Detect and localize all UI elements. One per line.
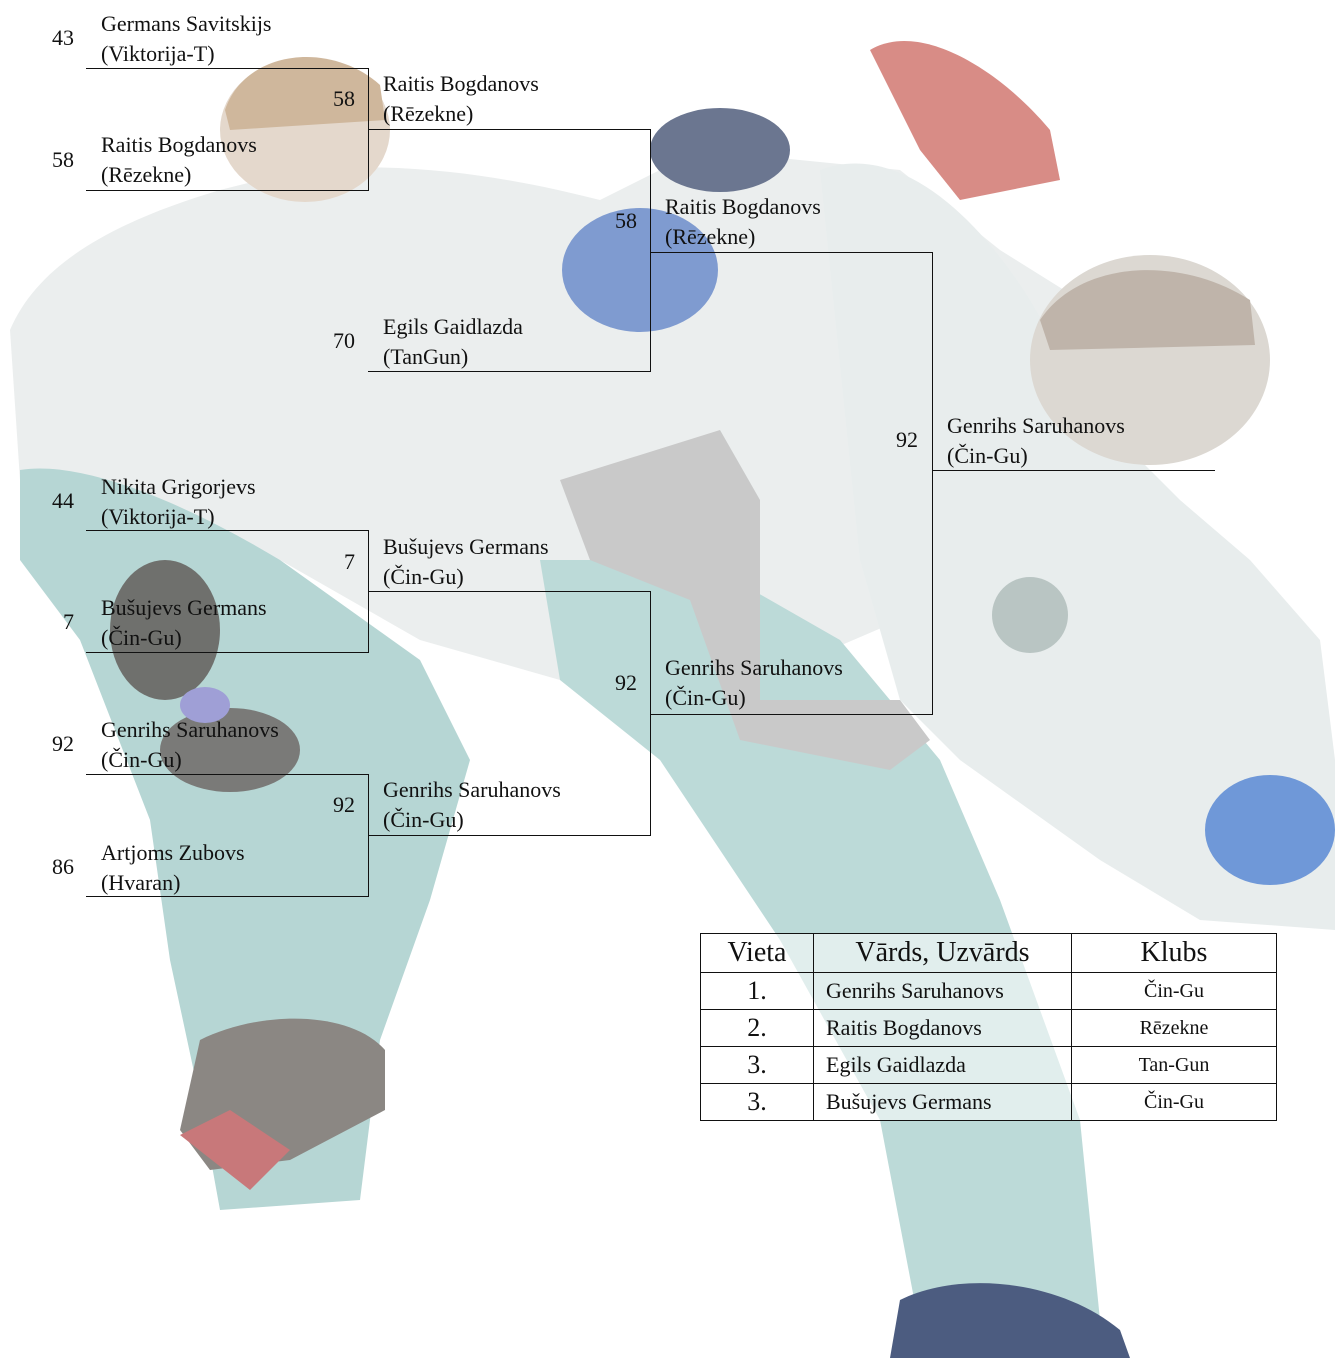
club-cell: Čin-Gu: [1072, 973, 1277, 1010]
seed-score: 92: [52, 731, 74, 756]
club-cell: Tan-Gun: [1072, 1047, 1277, 1084]
place-cell: 1.: [701, 973, 814, 1010]
competitor-club: (Čin-Gu): [665, 685, 746, 710]
competitor-club: (Čin-Gu): [101, 625, 182, 650]
table-row: [701, 1010, 1277, 1047]
bracket-line: [86, 896, 369, 897]
bracket-line: [86, 190, 369, 191]
seed-score: 44: [52, 488, 74, 513]
column-header-club: Klubs: [1072, 934, 1277, 973]
competitor-club: (TanGun): [383, 344, 469, 369]
competitor-club: (Rēzekne): [383, 101, 474, 126]
bracket-line: [86, 652, 369, 653]
column-header-place: Vieta: [701, 934, 814, 973]
results-table: [700, 933, 1277, 1121]
competitor-name: Genrihs Saruhanovs: [947, 413, 1125, 438]
competitor-club: (Čin-Gu): [383, 807, 464, 832]
club-cell: Čin-Gu: [1072, 1084, 1277, 1121]
competitor-name: Egils Gaidlazda: [383, 314, 523, 339]
place-cell: 2.: [701, 1010, 814, 1047]
seed-score: 7: [63, 609, 74, 634]
bracket-line: [86, 774, 369, 775]
bracket-line: [368, 129, 651, 130]
bracket-line: [932, 470, 1215, 471]
table-row: [701, 973, 1277, 1010]
bracket-line: [368, 591, 651, 592]
seed-score: 92: [896, 427, 918, 452]
competitor-name: Artjoms Zubovs: [101, 840, 245, 865]
competitor-club: (Rēzekne): [665, 224, 756, 249]
competitor-club: (Hvaran): [101, 870, 181, 895]
competitor-name: Bušujevs Germans: [101, 595, 267, 620]
seed-score: 58: [52, 147, 74, 172]
competitor-club: (Čin-Gu): [383, 564, 464, 589]
name-cell: Genrihs Saruhanovs: [814, 973, 1072, 1010]
name-cell: Bušujevs Germans: [814, 1084, 1072, 1121]
table-row: [701, 1047, 1277, 1084]
seed-score: 43: [52, 25, 74, 50]
competitor-name: Genrihs Saruhanovs: [101, 717, 279, 742]
club-cell: Rēzekne: [1072, 1010, 1277, 1047]
bracket-line: [650, 252, 933, 253]
bracket-line: [932, 252, 933, 714]
competitor-name: Genrihs Saruhanovs: [665, 655, 843, 680]
bracket-line: [86, 530, 369, 531]
name-cell: Raitis Bogdanovs: [814, 1010, 1072, 1047]
seed-score: 92: [333, 792, 355, 817]
competitor-name: Germans Savitskijs: [101, 11, 272, 36]
competitor-name: Raitis Bogdanovs: [101, 132, 257, 157]
seed-score: 70: [333, 328, 355, 353]
name-cell: Egils Gaidlazda: [814, 1047, 1072, 1084]
seed-score: 7: [344, 549, 355, 574]
bracket-line: [368, 835, 651, 836]
competitor-name: Bušujevs Germans: [383, 534, 549, 559]
competitor-club: (Viktorija-T): [101, 504, 215, 529]
bracket-line: [650, 129, 651, 371]
competitor-name: Nikita Grigorjevs: [101, 474, 256, 499]
bracket-line: [368, 371, 651, 372]
competitor-name: Raitis Bogdanovs: [383, 71, 539, 96]
competitor-club: (Čin-Gu): [947, 443, 1028, 468]
place-cell: 3.: [701, 1047, 814, 1084]
competitor-club: (Rēzekne): [101, 162, 192, 187]
bracket-line: [650, 714, 933, 715]
competitor-name: Raitis Bogdanovs: [665, 194, 821, 219]
competitor-name: Genrihs Saruhanovs: [383, 777, 561, 802]
column-header-name: Vārds, Uzvārds: [814, 934, 1072, 973]
seed-score: 92: [615, 670, 637, 695]
results-header-row: [701, 934, 1277, 973]
seed-score: 58: [615, 208, 637, 233]
bracket-line: [86, 68, 369, 69]
seed-score: 58: [333, 86, 355, 111]
competitor-club: (Čin-Gu): [101, 747, 182, 772]
table-row: [701, 1084, 1277, 1121]
seed-score: 86: [52, 854, 74, 879]
bracket-line: [650, 591, 651, 835]
competitor-club: (Viktorija-T): [101, 41, 215, 66]
place-cell: 3.: [701, 1084, 814, 1121]
